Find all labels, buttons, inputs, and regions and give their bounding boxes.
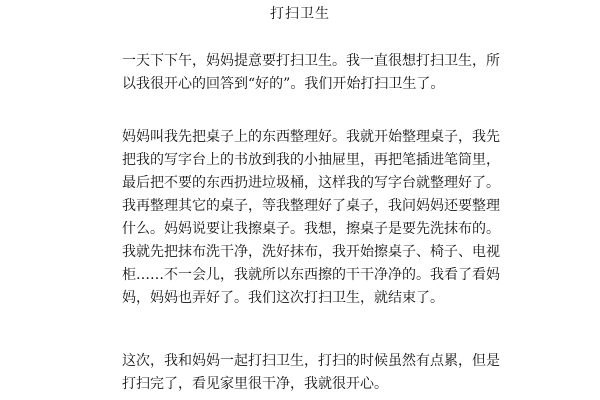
paragraph-line: 我再整理其它的桌子，等我整理好了桌子，我问妈妈还要整理 — [122, 198, 500, 214]
paragraph-2 — [122, 126, 500, 310]
paragraph-line: 最后把不要的东西扔进垃圾桶，这样我的写字台就整理好了。 — [122, 175, 500, 191]
paragraph-3 — [122, 350, 500, 396]
paragraph-line: 妈妈叫我先把桌子上的东西整理好。我就开始整理桌子，我先 — [122, 129, 500, 145]
paragraph-line: 这次，我和妈妈一起打扫卫生，打扫的时候虽然有点累，但是 — [122, 353, 500, 369]
paragraph-line: 我就先把抹布洗干净，洗好抹布，我开始擦桌子、椅子、电视 — [122, 244, 500, 260]
paragraph-line: 打扫完了，看见家里很干净，我就很开心。 — [122, 376, 388, 392]
paragraph-line: 柜……不一会儿，我就所以东西擦的干干净净的。我看了看妈 — [122, 267, 500, 283]
paragraph-line: 以我很开心的回答到“好的”。我们开始打扫卫生了。 — [122, 76, 445, 92]
paragraph-line: 一天下下午，妈妈提意要打扫卫生。我一直很想打扫卫生，所 — [122, 53, 500, 69]
paragraph-1 — [122, 50, 500, 96]
paragraph-line: 妈，妈妈也弄好了。我们这次打扫卫生，就结束了。 — [122, 290, 444, 306]
paragraph-line: 什么。妈妈说要让我擦桌子。我想，擦桌子是要先洗抹布的。 — [122, 221, 500, 237]
paragraph-line: 把我的写字台上的书放到我的小抽屉里，再把笔插进笔筒里， — [122, 152, 500, 168]
page-title: 打扫卫生 — [270, 6, 330, 22]
